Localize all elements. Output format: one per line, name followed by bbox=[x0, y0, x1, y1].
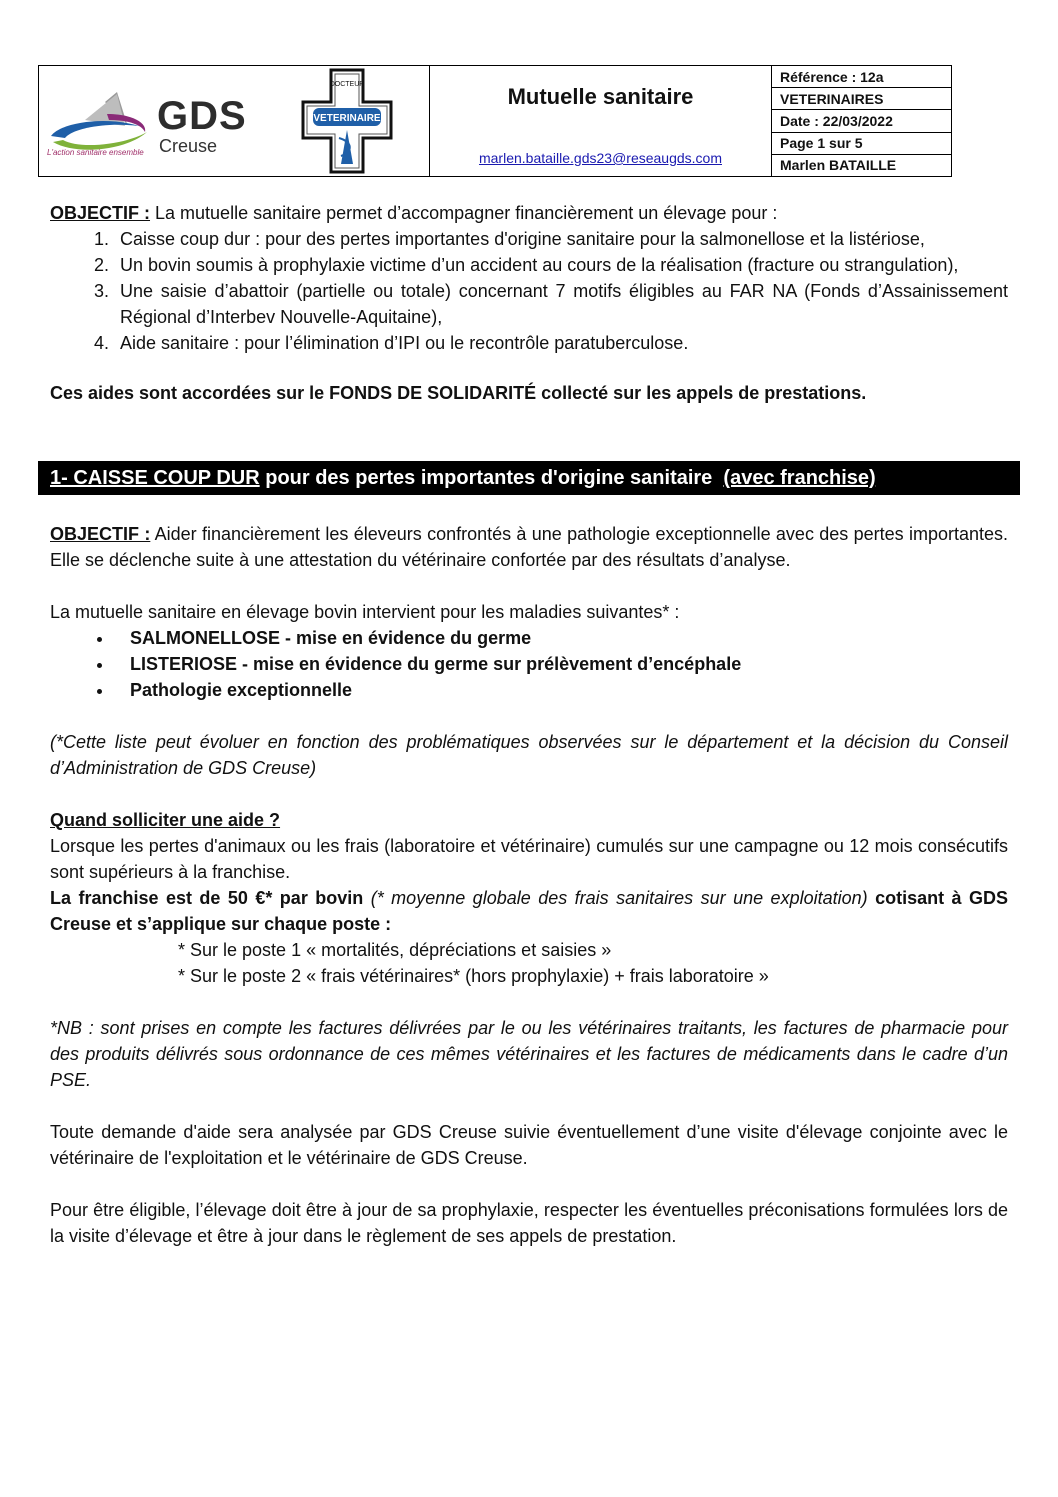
demande-text: Toute demande d'aide sera analysée par GDS Creuse suivie éventuellement d’une visite d'élevage conjointe avec le vétérinaire de l'exploitation et le vétérinaire de GDS Creuse. bbox=[50, 1122, 1008, 1168]
quand-title: Quand solliciter une aide ? bbox=[50, 810, 281, 830]
category: VETERINAIRES bbox=[772, 88, 951, 110]
header-table bbox=[38, 65, 952, 177]
franchise-italic: (* moyenne globale des frais sanitaires sur une exploitation) bbox=[370, 888, 868, 908]
list-item: • Pathologie exceptionnelle bbox=[114, 677, 1008, 703]
list-item: 1. Caisse coup dur : pour des pertes importantes d'origine sanitaire pour la salmonellose et la listériose, bbox=[114, 226, 1008, 252]
gds-sub: Creuse bbox=[159, 136, 218, 156]
section-franchise: (avec franchise) bbox=[723, 467, 876, 489]
section-title-rest: pour des pertes importantes d'origine sanitaire bbox=[259, 467, 724, 489]
franchise-bold-2: cotisant à GDS Creuse et s’applique sur chaque poste : bbox=[50, 888, 1009, 934]
liste-note: (*Cette liste peut évoluer en fonction des problématiques observées sur le département et la décision du Conseil d’Administration de GDS Creuse) bbox=[50, 732, 1008, 778]
maladies-intro: La mutuelle sanitaire en élevage bovin intervient pour les maladies suivantes* : bbox=[50, 602, 680, 622]
poste-2: * Sur le poste 2 « frais vétérinaires* (hors prophylaxie) + frais laboratoire » bbox=[178, 966, 769, 986]
author: Marlen BATAILLE bbox=[780, 157, 897, 174]
objectives-list bbox=[50, 226, 1008, 356]
document-title: Mutuelle sanitaire bbox=[507, 84, 694, 109]
intro-section bbox=[50, 200, 1008, 406]
list-item: 3. Une saisie d’abattoir (partielle ou totale) concernant 7 motifs éligibles au FAR NA (Fonds d’Assainissement Régional d’Interbev Nouvelle-Aquitaine), bbox=[114, 278, 1008, 330]
title-cell bbox=[430, 66, 772, 176]
list-item: • SALMONELLOSE - mise en évidence du germe bbox=[114, 625, 1008, 651]
veterinaire-cross-logo-icon bbox=[301, 68, 393, 174]
list-item: • LISTERIOSE - mise en évidence du germe sur prélèvement d’encéphale bbox=[114, 651, 1008, 677]
objective-label: OBJECTIF : bbox=[50, 203, 151, 223]
objective-text: La mutuelle sanitaire permet d’accompagner financièrement un élevage pour : bbox=[150, 203, 778, 223]
eligible-text: Pour être éligible, l’élevage doit être à jour de sa prophylaxie, respecter les éventuelles préconisations formulées lors de la visite d’élevage et être à jour dans le règlement de ses appels de prestation. bbox=[50, 1200, 1008, 1246]
logo-cell bbox=[39, 66, 430, 176]
intro-objective bbox=[50, 200, 1008, 226]
section-objective-label: OBJECTIF : bbox=[50, 524, 151, 544]
section-objective bbox=[50, 521, 1008, 573]
quand-text: Lorsque les pertes d'animaux ou les frais (laboratoire et vétérinaire) cumulés sur une campagne ou 12 mois consécutifs sont supérieurs à la franchise. bbox=[50, 836, 1008, 882]
section-number-title: 1- CAISSE COUP DUR bbox=[50, 467, 260, 489]
franchise-bold-1: La franchise est de 50 €* par bovin bbox=[50, 888, 371, 908]
date: Date : 22/03/2022 bbox=[772, 110, 951, 132]
list-item: 2. Un bovin soumis à prophylaxie victime d’un accident au cours de la réalisation (fracture ou strangulation), bbox=[114, 252, 1008, 278]
list-item: 4. Aide sanitaire : pour l’élimination d’IPI ou le recontrôle paratuberculose. bbox=[114, 330, 1008, 356]
maladies-list bbox=[50, 625, 1008, 703]
nb-note: *NB : sont prises en compte les factures délivrées par le ou les vétérinaires traitants, les factures de pharmacie pour des produits délivrés sous ordonnance de ces mêmes vétérinaires et les factures de médicaments dans le cadre d’un PSE. bbox=[50, 1018, 1008, 1090]
vet-logo-top: DOCTEUR bbox=[329, 81, 365, 88]
gds-tagline: L'action sanitaire ensemble bbox=[47, 148, 144, 157]
section-body bbox=[50, 521, 1008, 1249]
section-heading bbox=[38, 461, 1020, 495]
reference: Référence : 12a bbox=[772, 66, 951, 88]
gds-brand: GDS bbox=[157, 94, 247, 138]
vet-logo-text: VETERINAIRE bbox=[313, 113, 381, 124]
poste-1: * Sur le poste 1 « mortalités, dépréciations et saisies » bbox=[178, 940, 612, 960]
fonds-solidarite-note: Ces aides sont accordées sur le FONDS DE SOLIDARITÉ collecté sur les appels de prestations. bbox=[50, 383, 867, 403]
page-number: Page 1 sur 5 bbox=[772, 133, 951, 155]
contact-email-link[interactable]: marlen.bataille.gds23@reseaugds.com bbox=[478, 150, 722, 166]
section-objective-text: Aider financièrement les éleveurs confrontés à une pathologie exceptionnelle avec des pertes importantes. Elle se déclenche suite à une attestation du vétérinaire confortée par des résultats d’analyse. bbox=[50, 524, 1008, 570]
meta-cell bbox=[772, 66, 951, 176]
franchise-text bbox=[50, 885, 1008, 937]
